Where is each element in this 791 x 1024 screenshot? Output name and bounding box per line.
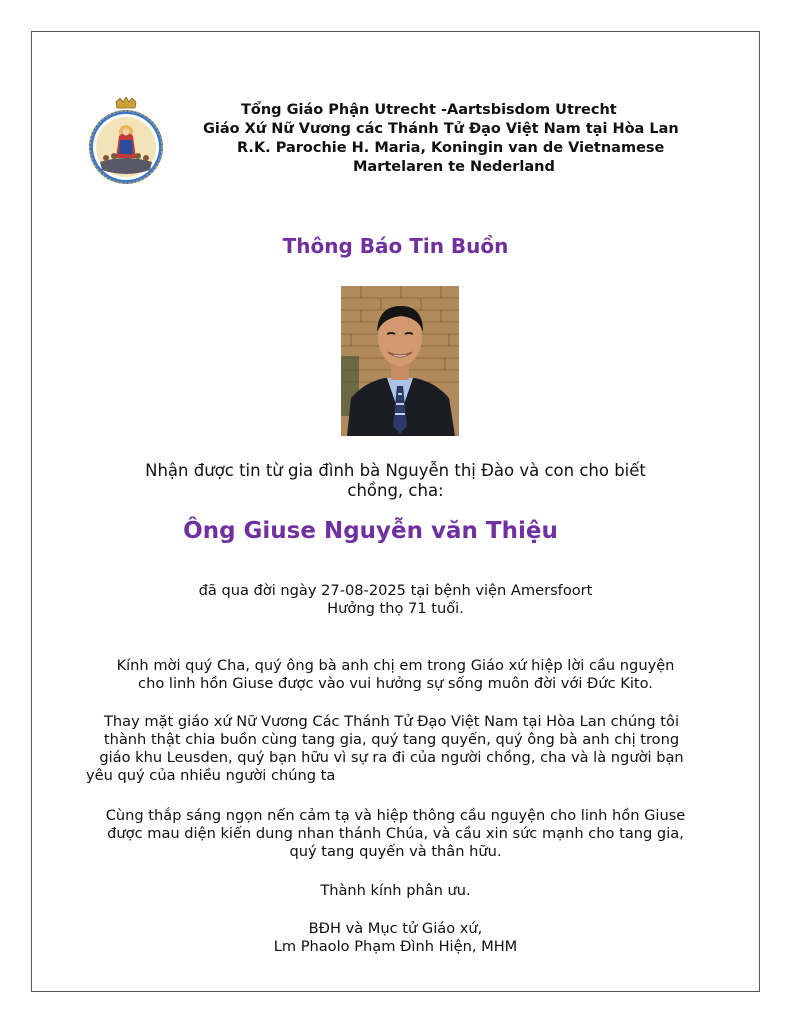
invitation-line-2: cho linh hồn Giuse được vào vui hưởng sự sống muôn đời với Đức Kito.	[138, 675, 653, 692]
condolence-line-2: thành thật chia buồn cùng tang gia, quý tang quyến, quý ông bà anh chị trong	[103, 731, 680, 748]
intro-line-1: Nhận được tin từ gia đình bà Nguyễn thị Đào và con cho biết	[145, 461, 646, 480]
portrait-photo	[341, 286, 459, 436]
signature-line-1: BĐH và Mục tử Giáo xứ,	[308, 920, 483, 937]
parish-seal-icon	[86, 96, 166, 186]
age-line: Hưởng thọ 71 tuổi.	[327, 600, 464, 617]
prayer-line-1: Cùng thắp sáng ngọn nến cảm tạ và hiệp thông cầu nguyện cho linh hồn Giuse	[105, 807, 686, 824]
parish-name-dutch: R.K. Parochie H. Maria, Koningin van de Vietnamese	[237, 140, 665, 156]
signature-line-2: Lm Phaolo Phạm Đình Hiện, MHM	[273, 938, 518, 955]
diocese-name: Tổng Giáo Phận Utrecht -Aartsbisdom Utrecht	[241, 102, 617, 118]
parish-name-vietnamese: Giáo Xứ Nữ Vương các Thánh Tử Đạo Việt Nam tại Hòa Lan	[203, 121, 679, 137]
prayer-line-3: quý tang quyến và thân hữu.	[289, 843, 502, 860]
death-date-line: đã qua đời ngày 27-08-2025 tại bệnh viện Amersfoort	[198, 582, 593, 599]
prayer-line-2: được mau diện kiến dung nhan thánh Chúa, và cầu xin sức mạnh cho tang gia,	[107, 825, 684, 842]
closing-line: Thành kính phân ưu.	[320, 882, 471, 899]
notice-title: Thông Báo Tin Buồn	[282, 234, 509, 258]
deceased-name: Ông Giuse Nguyễn văn Thiệu	[183, 518, 558, 544]
intro-line-2: chồng, cha:	[347, 481, 444, 500]
condolence-line-1: Thay mặt giáo xứ Nữ Vương Các Thánh Tử Đạo Việt Nam tại Hòa Lan chúng tôi	[104, 713, 679, 730]
condolence-line-4: yêu quý của nhiều người chúng ta	[86, 767, 336, 784]
condolence-line-3: giáo khu Leusden, quý bạn hữu vì sự ra đi của người chồng, cha và là người bạn	[99, 749, 684, 766]
parish-name-dutch-cont: Martelaren te Nederland	[353, 159, 555, 175]
invitation-line-1: Kính mời quý Cha, quý ông bà anh chị em trong Giáo xứ hiệp lời cầu nguyện	[116, 657, 675, 674]
